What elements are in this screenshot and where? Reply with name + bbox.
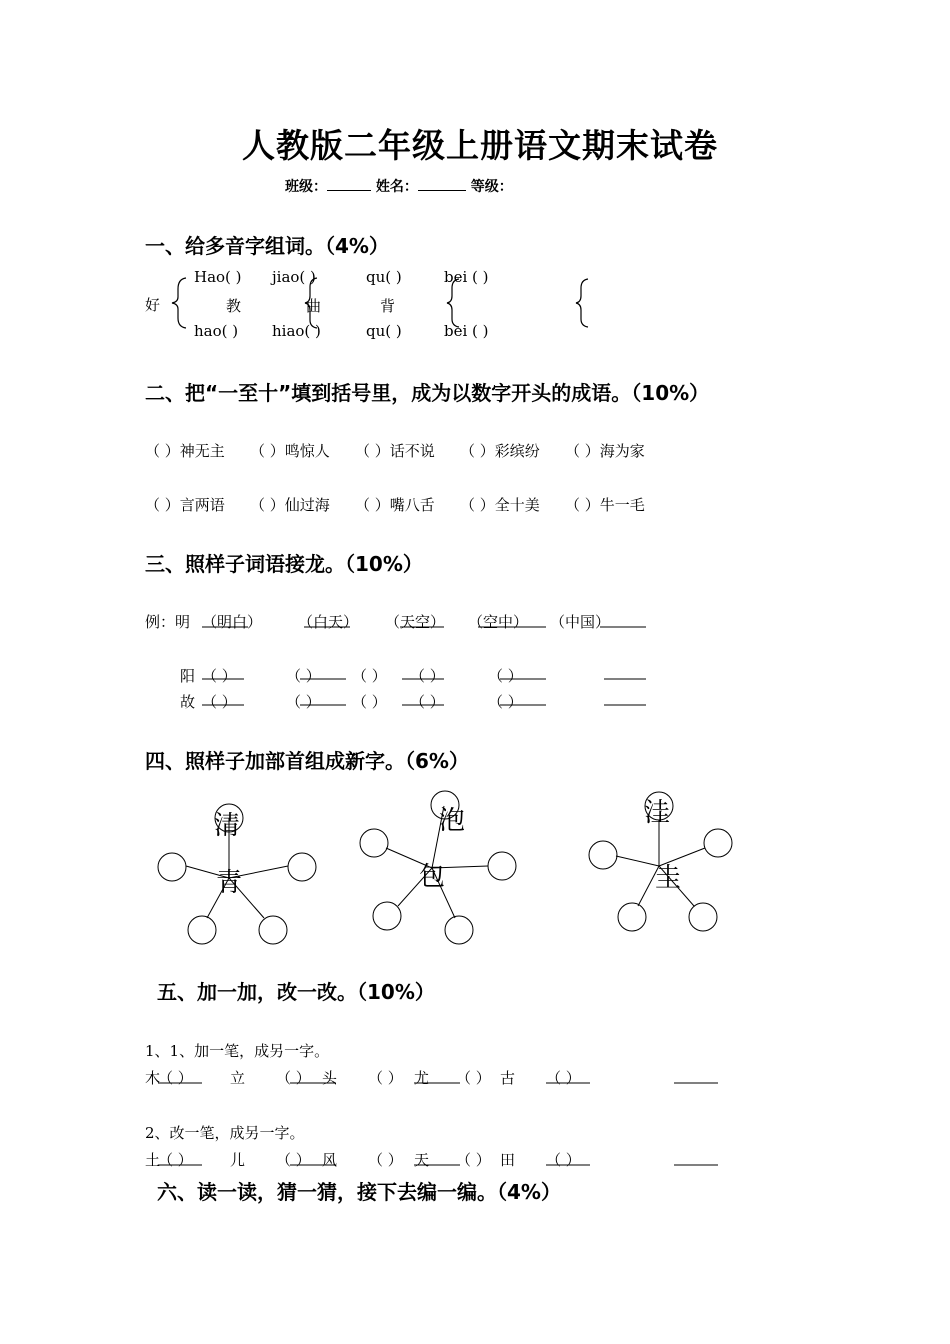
polyphone-lead: 好 (145, 296, 161, 314)
base-char: 土 (145, 1151, 161, 1169)
idiom-item[interactable]: （ ）言两语 (145, 496, 225, 514)
example-label: 例：明 (145, 613, 191, 631)
class-label: 班级： (285, 179, 327, 195)
answer-blank[interactable]: （ ） (368, 1069, 403, 1087)
idiom-item[interactable]: （ ）海为家 (565, 442, 645, 460)
answer-blank[interactable]: （ ） (546, 1069, 581, 1087)
answer-blank[interactable]: （ ） (158, 1069, 193, 1087)
chain-blank[interactable]: （ ） (488, 667, 523, 685)
example-word: （中国） (550, 613, 611, 631)
radical-top-char: 洼 (643, 798, 671, 828)
pinyin-top-1[interactable]: Hao( ) (194, 268, 242, 286)
base-char: 田 (500, 1151, 516, 1169)
base-char: 儿 (230, 1151, 246, 1169)
polyphone-char-1: 教 (226, 297, 242, 315)
base-char: 风 (322, 1151, 338, 1169)
pinyin-top-3[interactable]: qu( ) (366, 268, 402, 286)
answer-blank[interactable]: （ ） (456, 1151, 491, 1169)
section-6-heading: 六、读一读，猜一猜，接下去编一编。（4%） (157, 1180, 561, 1204)
radical-top-char: 清 (213, 811, 241, 841)
example-word: （天空） (385, 613, 446, 631)
section-5-heading: 五、加一加，改一改。（10%） (157, 980, 435, 1004)
answer-blank[interactable]: （ ） (276, 1151, 311, 1169)
idiom-item[interactable]: （ ）话不说 (355, 442, 435, 460)
chain-blank[interactable]: （ ） (202, 693, 237, 711)
pinyin-bottom-1[interactable]: hao( ) (194, 322, 239, 340)
answer-blank[interactable]: （ ） (546, 1151, 581, 1169)
radical-center-char: 圭 (654, 863, 682, 893)
section-1-heading: 一、给多音字组词。（4%） (145, 234, 389, 258)
answer-blank[interactable]: （ ） (276, 1069, 311, 1087)
chain-blank[interactable]: （ ） (488, 693, 523, 711)
base-char: 木 (145, 1069, 161, 1087)
chain-blank[interactable]: （ ） (410, 667, 445, 685)
base-char: 尤 (414, 1069, 430, 1087)
section-2-heading: 二、把“一至十”填到括号里，成为以数字开头的成语。（10%） (145, 381, 710, 405)
pinyin-bottom-2[interactable]: hiao( ) (272, 322, 321, 340)
base-char: 天 (414, 1151, 430, 1169)
question-2-prompt: 2、改一笔，成另一字。 (145, 1124, 305, 1142)
example-word: （白天） (298, 613, 359, 631)
idiom-item[interactable]: （ ）彩缤纷 (460, 442, 540, 460)
chain-blank[interactable]: （ ） (352, 693, 387, 711)
chain-blank[interactable]: （ ） (286, 667, 321, 685)
chain-blank[interactable]: （ ） (352, 667, 387, 685)
idiom-item[interactable]: （ ）嘴八舌 (355, 496, 435, 514)
idiom-item[interactable]: （ ）全十美 (460, 496, 540, 514)
base-char: 古 (500, 1069, 516, 1087)
chain-start-char: 故 (180, 693, 196, 711)
answer-blank[interactable]: （ ） (158, 1151, 193, 1169)
idiom-item[interactable]: （ ）神无主 (145, 442, 225, 460)
chain-blank[interactable]: （ ） (410, 693, 445, 711)
chain-blank[interactable]: （ ） (286, 693, 321, 711)
chain-blank[interactable]: （ ） (202, 667, 237, 685)
page-title: 人教版二年级上册语文期末试卷 (242, 126, 718, 165)
idiom-item[interactable]: （ ）牛一毛 (565, 496, 645, 514)
radical-top-char: 泡 (438, 806, 466, 836)
example-word: （明白） (202, 613, 263, 631)
radical-center-char: 包 (418, 862, 446, 892)
section-4-heading: 四、照样子加部首组成新字。（6%） (145, 749, 469, 773)
idiom-item[interactable]: （ ）仙过海 (250, 496, 330, 514)
idiom-item[interactable]: （ ）鸣惊人 (250, 442, 330, 460)
polyphone-char-2: 曲 (306, 297, 322, 315)
grade-label: 等级： (470, 179, 513, 195)
pinyin-top-4[interactable]: bei ( ) (444, 268, 489, 286)
chain-start-char: 阳 (180, 667, 196, 685)
pinyin-top-2[interactable]: jiao( ) (272, 268, 316, 286)
name-label: 姓名： (375, 179, 418, 195)
example-word: （空中） (468, 613, 529, 631)
base-char: 立 (230, 1069, 246, 1087)
radical-center-char: 青 (215, 868, 243, 898)
section-3-heading: 三、照样子词语接龙。（10%） (145, 552, 423, 576)
polyphone-char-3: 背 (380, 297, 396, 315)
pinyin-bottom-4[interactable]: bei ( ) (444, 322, 489, 340)
pinyin-bottom-3[interactable]: qu( ) (366, 322, 402, 340)
base-char: 头 (322, 1069, 338, 1087)
answer-blank[interactable]: （ ） (368, 1151, 403, 1169)
question-1-prompt: 1、1、加一笔，成另一字。 (145, 1042, 330, 1060)
answer-blank[interactable]: （ ） (456, 1069, 491, 1087)
